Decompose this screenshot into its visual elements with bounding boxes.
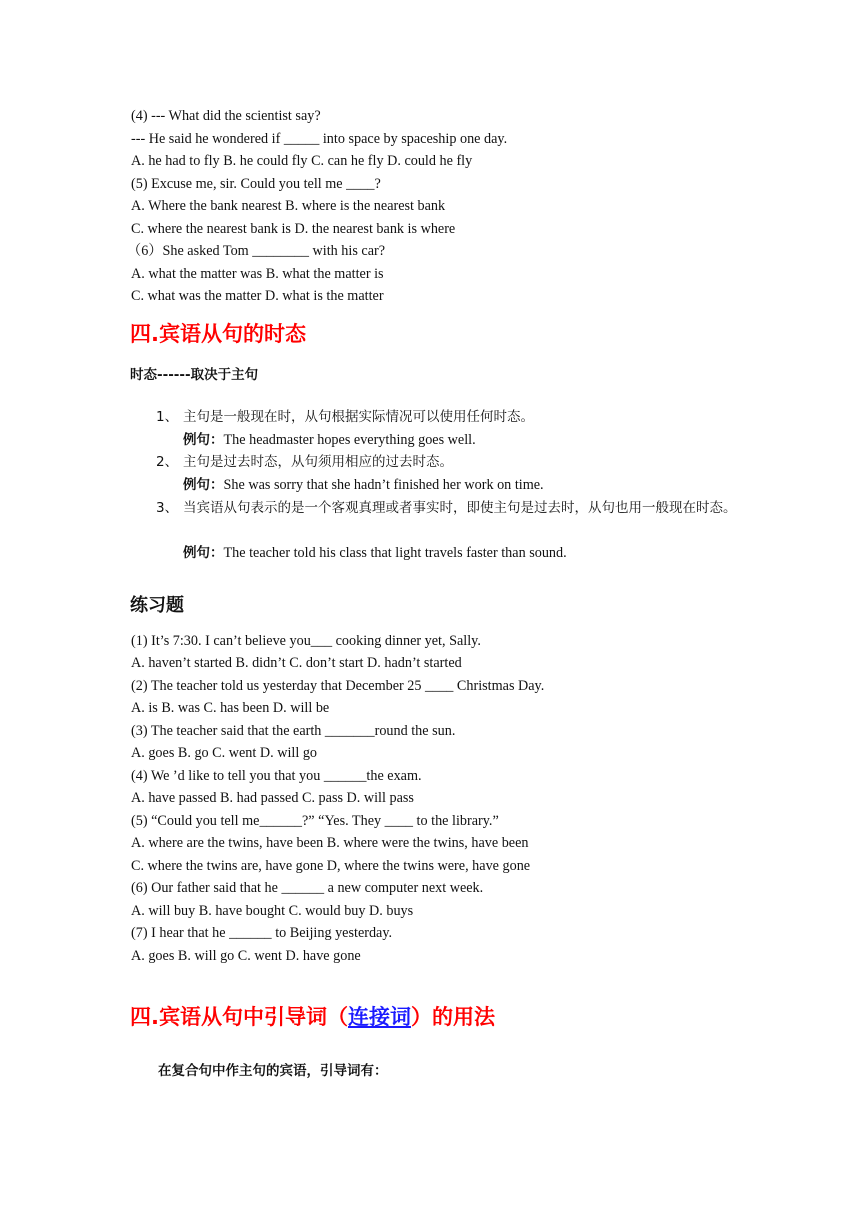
practice-line: A. is B. was C. has been D. will be <box>131 700 330 716</box>
section-subheading-tense: 时态------取决于主句 <box>130 367 259 383</box>
practice-line: A. where are the twins, have been B. where were the twins, have been <box>131 835 529 851</box>
practice-line: (6) Our father said that he ______ a new computer next week. <box>131 880 484 896</box>
practice-heading: 练习题 <box>130 595 184 616</box>
practice-line: (3) The teacher said that the earth _______round the sun. <box>131 723 456 739</box>
exercise-line: A. Where the bank nearest B. where is the nearest bank <box>131 198 446 214</box>
heading-suffix: ）的用法 <box>410 1005 495 1029</box>
example-label: 例句： <box>183 545 224 561</box>
example-label: 例句： <box>183 432 224 448</box>
rule-text: 主句是过去时态，从句须用相应的过去时态。 <box>183 454 453 470</box>
section-heading-tense: 四.宾语从句的时态 <box>130 322 306 346</box>
exercise-line: (5) Excuse me, sir. Could you tell me ____? <box>131 176 381 192</box>
section-subheading-conjunction: 在复合句中作主句的宾语，引导词有： <box>158 1063 388 1079</box>
exercise-line: A. what the matter was B. what the matter is <box>131 266 384 282</box>
exercise-line: C. what was the matter D. what is the matter <box>131 288 384 304</box>
rule-example <box>183 429 476 451</box>
exercise-line: A. he had to fly B. he could fly C. can he fly D. could he fly <box>131 153 473 169</box>
practice-line: (4) We ’d like to tell you that you ______the exam. <box>131 768 422 784</box>
conjunction-link[interactable]: 连接词 <box>347 1005 411 1029</box>
example-text: The headmaster hopes everything goes well. <box>223 432 476 448</box>
rule-number: 2、 <box>156 454 179 470</box>
rule-example <box>183 474 544 496</box>
practice-line: (1) It’s 7:30. I can’t believe you___ cooking dinner yet, Sally. <box>131 633 481 649</box>
rule-text: 主句是一般现在时，从句根据实际情况可以使用任何时态。 <box>183 409 534 425</box>
practice-line: A. goes B. will go C. went D. have gone <box>131 948 361 964</box>
example-text: The teacher told his class that light travels faster than sound. <box>223 545 567 561</box>
practice-line: A. goes B. go C. went D. will go <box>131 745 318 761</box>
practice-line: (2) The teacher told us yesterday that December 25 ____ Christmas Day. <box>131 678 545 694</box>
rule-example <box>183 542 567 564</box>
practice-line: A. will buy B. have bought C. would buy D. buys <box>131 903 414 919</box>
exercise-line: (4) --- What did the scientist say? <box>131 108 321 124</box>
rule-number: 3、 <box>156 500 179 516</box>
practice-line: (7) I hear that he ______ to Beijing yesterday. <box>131 925 393 941</box>
exercise-line: C. where the nearest bank is D. the nearest bank is where <box>131 221 456 237</box>
practice-line: A. have passed B. had passed C. pass D. will pass <box>131 790 414 806</box>
example-text: She was sorry that she hadn’t finished her work on time. <box>223 477 544 493</box>
example-label: 例句： <box>183 477 224 493</box>
exercise-line: --- He said he wondered if _____ into space by spaceship one day. <box>131 131 508 147</box>
section-heading-conjunction <box>130 1002 495 1032</box>
rule-number: 1、 <box>156 409 179 425</box>
rule-text: 当宾语从句表示的是一个客观真理或者事实时，即使主句是过去时，从句也用一般现在时态。 <box>183 500 737 516</box>
exercise-line: （6）She asked Tom ________ with his car? <box>127 243 386 259</box>
practice-line: C. where the twins are, have gone D, where the twins were, have gone <box>131 858 531 874</box>
practice-line: A. haven’t started B. didn’t C. don’t start D. hadn’t started <box>131 655 462 671</box>
heading-prefix: 四.宾语从句中引导词（ <box>130 1005 348 1029</box>
practice-line: (5) “Could you tell me______?” “Yes. They ____ to the library.” <box>131 813 499 829</box>
